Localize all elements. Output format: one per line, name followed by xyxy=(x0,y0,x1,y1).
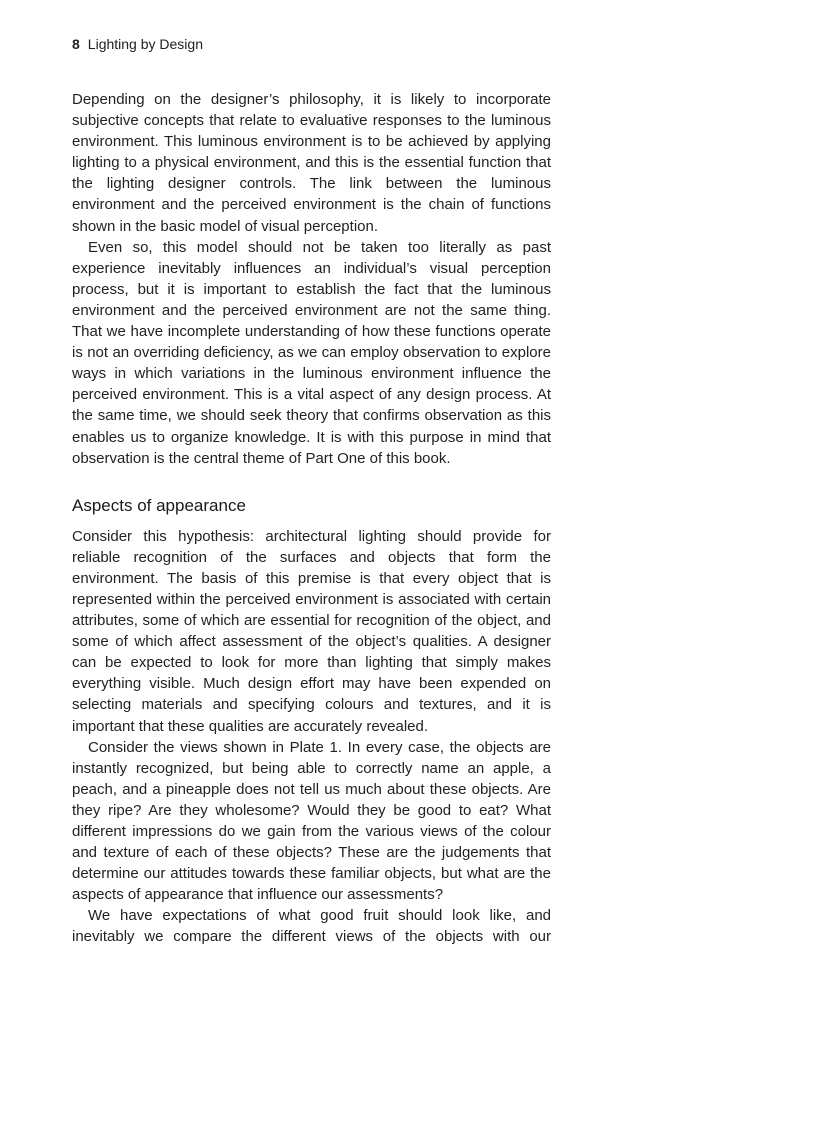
paragraph: Depending on the designer’s philosophy, it is likely to incorporate subjective concepts that relate to evaluative responses to the luminous environment. This luminous environment is to be achieved by applying lighting to a physical environment, and this is the essential function that the lighting designer controls. The link between the luminous environment and the perceived environment is the chain of functions shown in the basic model of visual perception. xyxy=(72,91,551,235)
paragraph: We have expectations of what good fruit should look like, and inevitably we compare the different views of the objects with our xyxy=(72,907,551,946)
paragraph: Consider this hypothesis: architectural lighting should provide for reliable recognition of the surfaces and objects that form the environment. The basis of this premise is that every object that is represented within the perceived environment is associated with certain attributes, some of which are essential for recognition of the object, and some of which affect assessment of the object’s qualities. A designer can be expected to look for more than lighting that simply makes everything visible. Much design effort may have been expended on selecting materials and specifying colours and textures, and it is important that these qualities are accurately revealed. xyxy=(72,527,551,735)
running-title: Lighting by Design xyxy=(87,36,203,52)
page-number: 8 xyxy=(72,36,80,52)
section-heading: Aspects of appearance xyxy=(72,495,246,515)
paragraph: Even so, this model should not be taken too literally as past experience inevitably influences an individual’s visual perception process, but it is important to establish the fact that the luminous environment and the perceived environment are not the same thing. That we have incomplete understanding of how these functions operate is not an overriding deficiency, as we can employ observation to explore ways in which variations in the luminous environment influence the perceived environment. This is a vital aspect of any design process. At the same time, we should seek theory that confirms observation as this enables us to organize knowledge. It is with this purpose in mind that observation is the central theme of Part One of this book. xyxy=(72,238,551,467)
body-text xyxy=(72,89,551,948)
paragraph: Consider the views shown in Plate 1. In every case, the objects are instantly recognized, but being able to correctly name an apple, a peach, and a pineapple does not tell us much about these objects. Are they ripe? Are they wholesome? Would they be good to eat? What different impressions do we gain from the various views of the colour and texture of each of these objects? These are the judgements that determine our attitudes towards these familiar objects, but what are the aspects of appearance that influence our assessments? xyxy=(72,738,551,904)
running-head xyxy=(72,35,203,53)
